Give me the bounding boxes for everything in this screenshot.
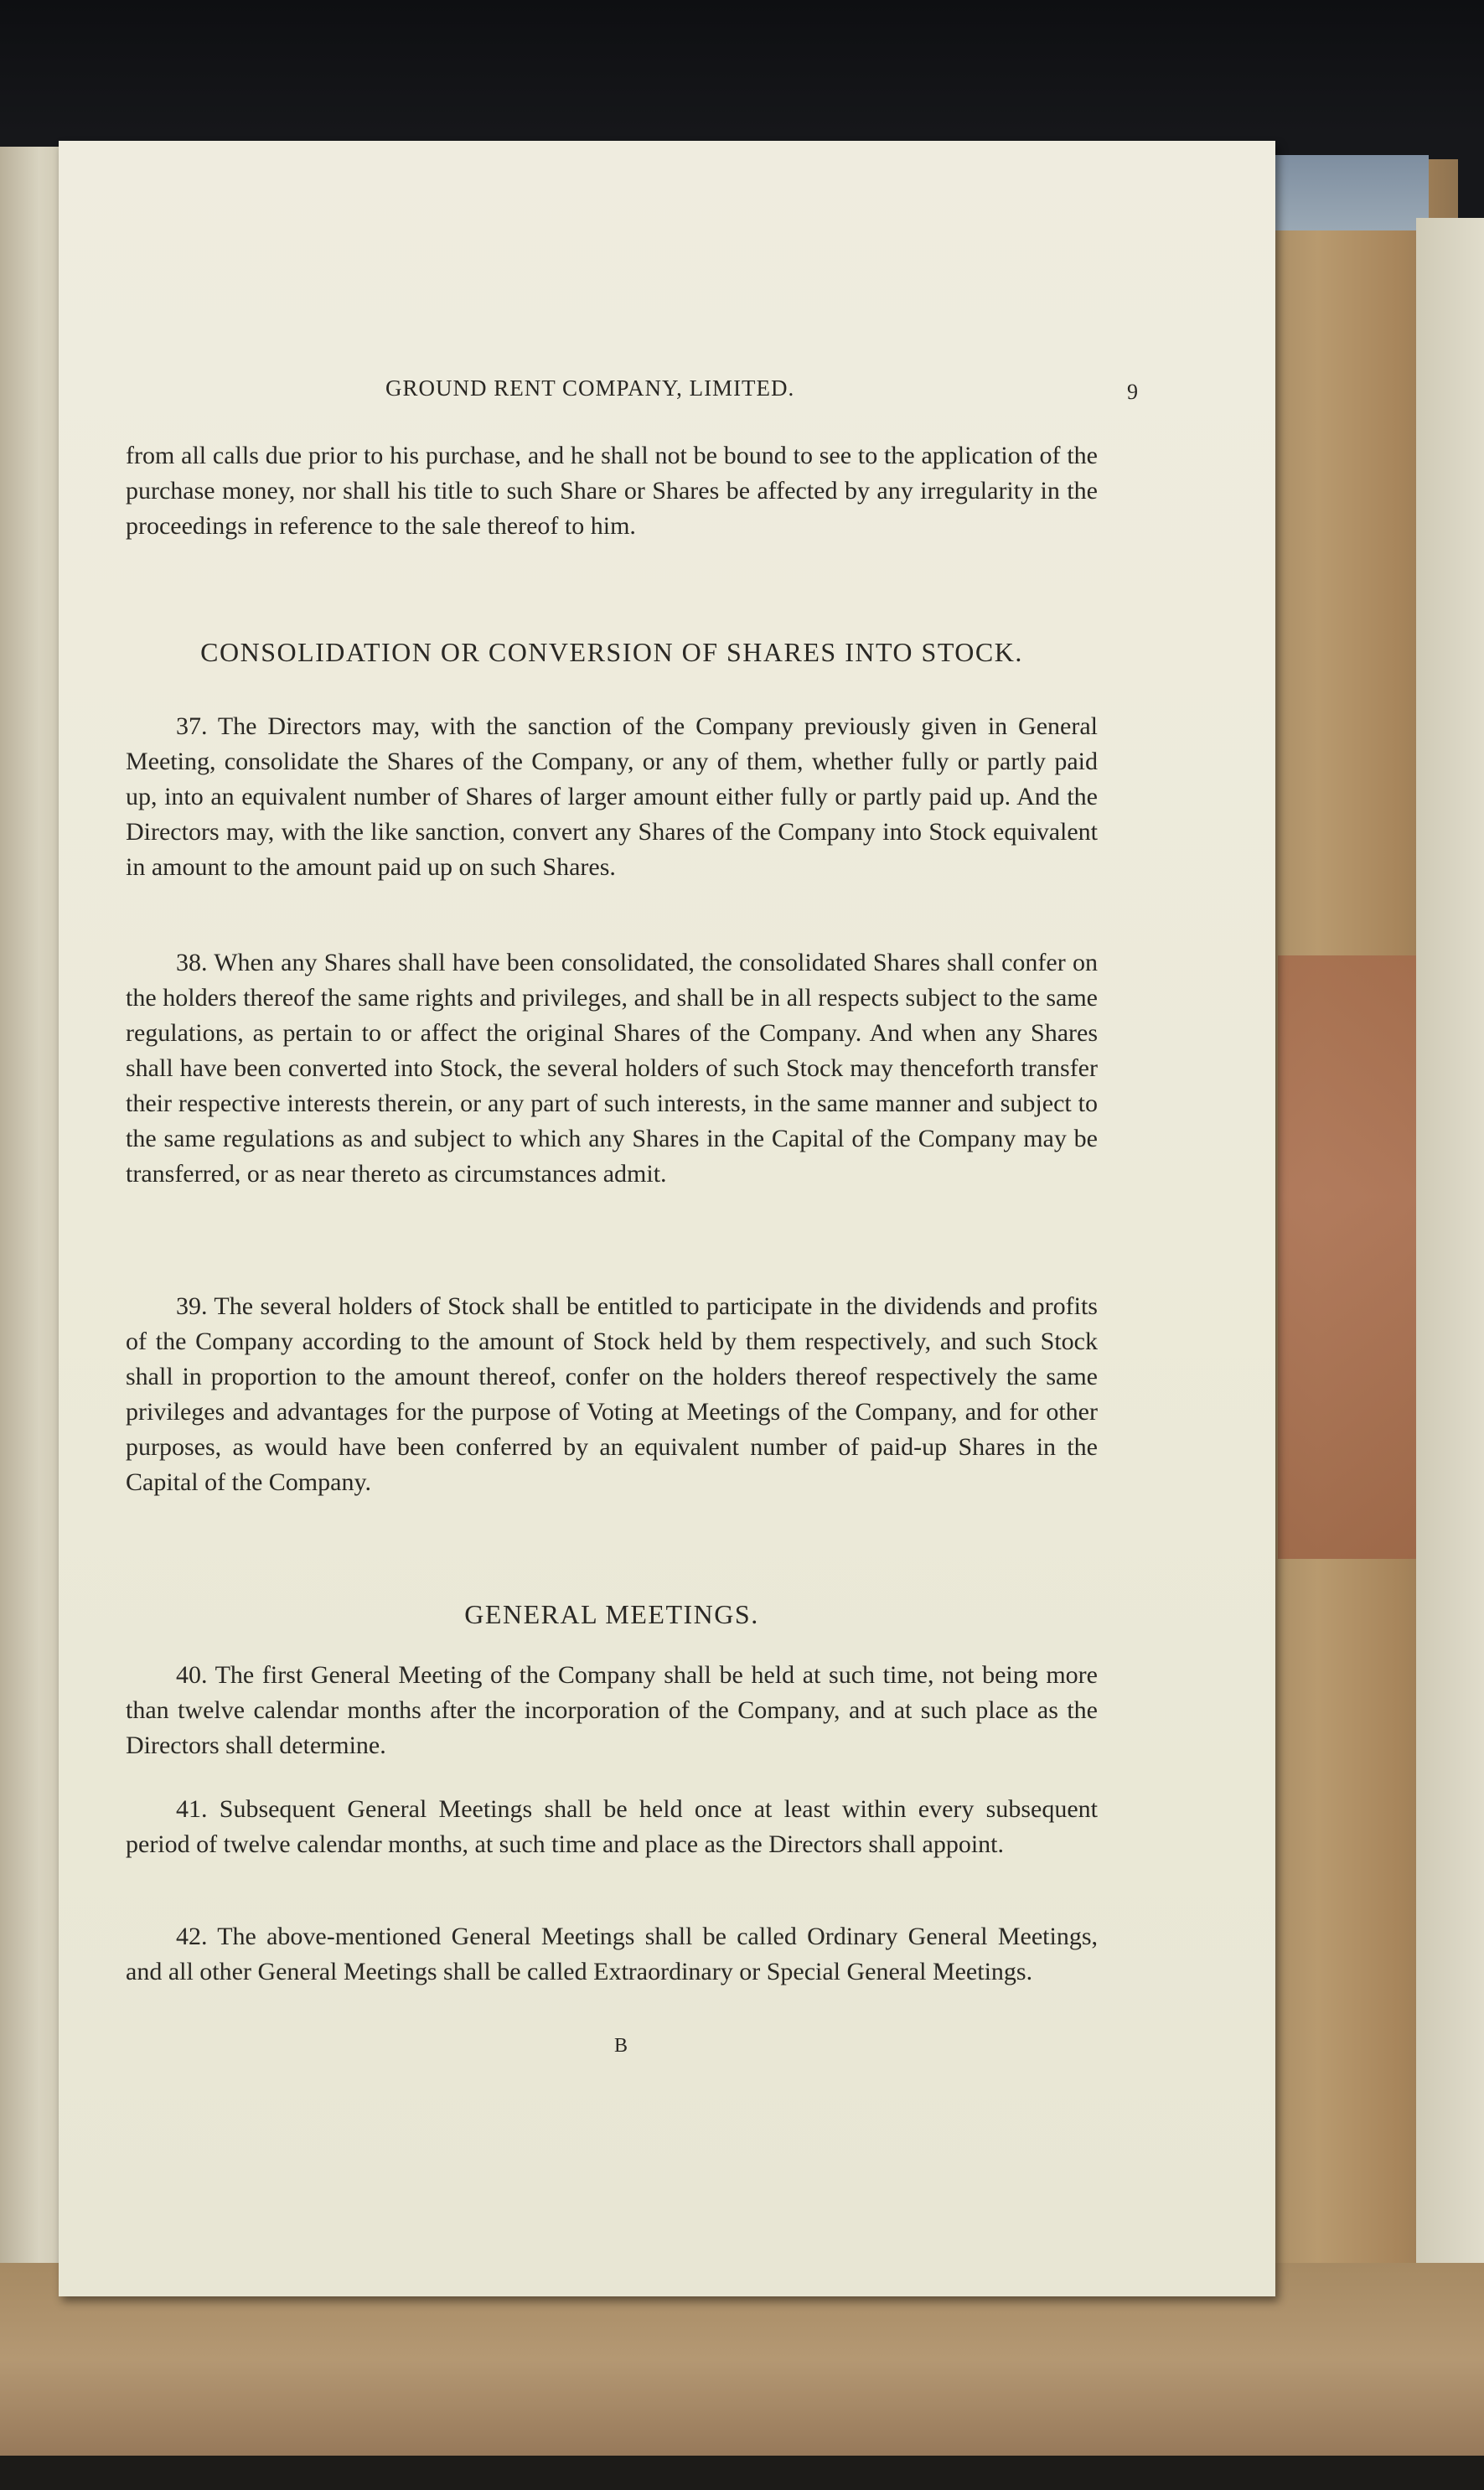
paragraph-continued: from all calls due prior to his purchase, and he shall not be bound to see to the application of the purchase money, nor shall his title to such Share or Shares be affected by any irregularity in the proceedings in reference to the sale thereof to him. xyxy=(126,442,1098,540)
paragraph-37: 37. The Directors may, with the sanction of the Company previously given in General Meeting, consolidate the Shares of the Company, or any of them, whether fully or partly paid up, into an equivalent number of Shares of larger amount either fully or partly paid up. And the Directors may, with the like sanction, convert any Shares of the Company into Stock equivalent in amount to the amount paid up on such Shares. xyxy=(126,712,1098,881)
paragraph-42: 42. The above-mentioned General Meetings shall be called Ordinary General Meetings, and all other General Meetings shall be called Extraordinary or Special General Meetings. xyxy=(126,1923,1098,1985)
running-title: GROUND RENT COMPANY, LIMITED. xyxy=(385,375,795,401)
paragraph-41: 41. Subsequent General Meetings shall be held once at least within every subsequent period of twelve calendar months, at such time and place as the Directors shall appoint. xyxy=(126,1795,1098,1858)
heading-general-meetings: GENERAL MEETINGS. xyxy=(464,1599,759,1629)
heading-consolidation: CONSOLIDATION OR CONVERSION OF SHARES INTO STOCK. xyxy=(200,637,1023,667)
paragraph-39: 39. The several holders of Stock shall be entitled to participate in the dividends and profits of the Company according to the amount of Stock held by them respectively, and such Stock shall in proportion to the amount thereof, confer on the holders thereof respectively the same privileges and advantages for the purpose of Voting at Meetings of the Company, and for other purposes, as would have been conferred by an equivalent number of paid-up Shares in the Capital of the Company. xyxy=(126,1292,1098,1496)
blue-cover-edge xyxy=(1269,155,1429,230)
signature-mark: B xyxy=(614,2035,628,2057)
paragraph-40: 40. The first General Meeting of the Company shall be held at such time, not being more than twelve calendar months after the incorporation of the Company, and at such place as the Directors shall determine. xyxy=(126,1661,1098,1759)
back-sheet-stain xyxy=(1278,955,1433,1559)
paragraph-38: 38. When any Shares shall have been consolidated, the consolidated Shares shall confer on the holders thereof the same rights and privileges, and shall be in all respects subject to the same regulations, as pertain to or affect the original Shares of the Company. And when any Shares shall have been converted into Stock, the several holders of such Stock may thenceforth transfer their respective interests therein, or any part of such interests, in the same manner and subject to the same regulations as and subject to which any Shares in the Capital of the Company may be transferred, or as near thereto as circumstances admit. xyxy=(126,949,1098,1188)
right-paper-edge xyxy=(1416,218,1484,2347)
left-book-edge xyxy=(0,147,65,2292)
document-page xyxy=(59,141,1275,2296)
page-number: 9 xyxy=(1127,380,1138,404)
